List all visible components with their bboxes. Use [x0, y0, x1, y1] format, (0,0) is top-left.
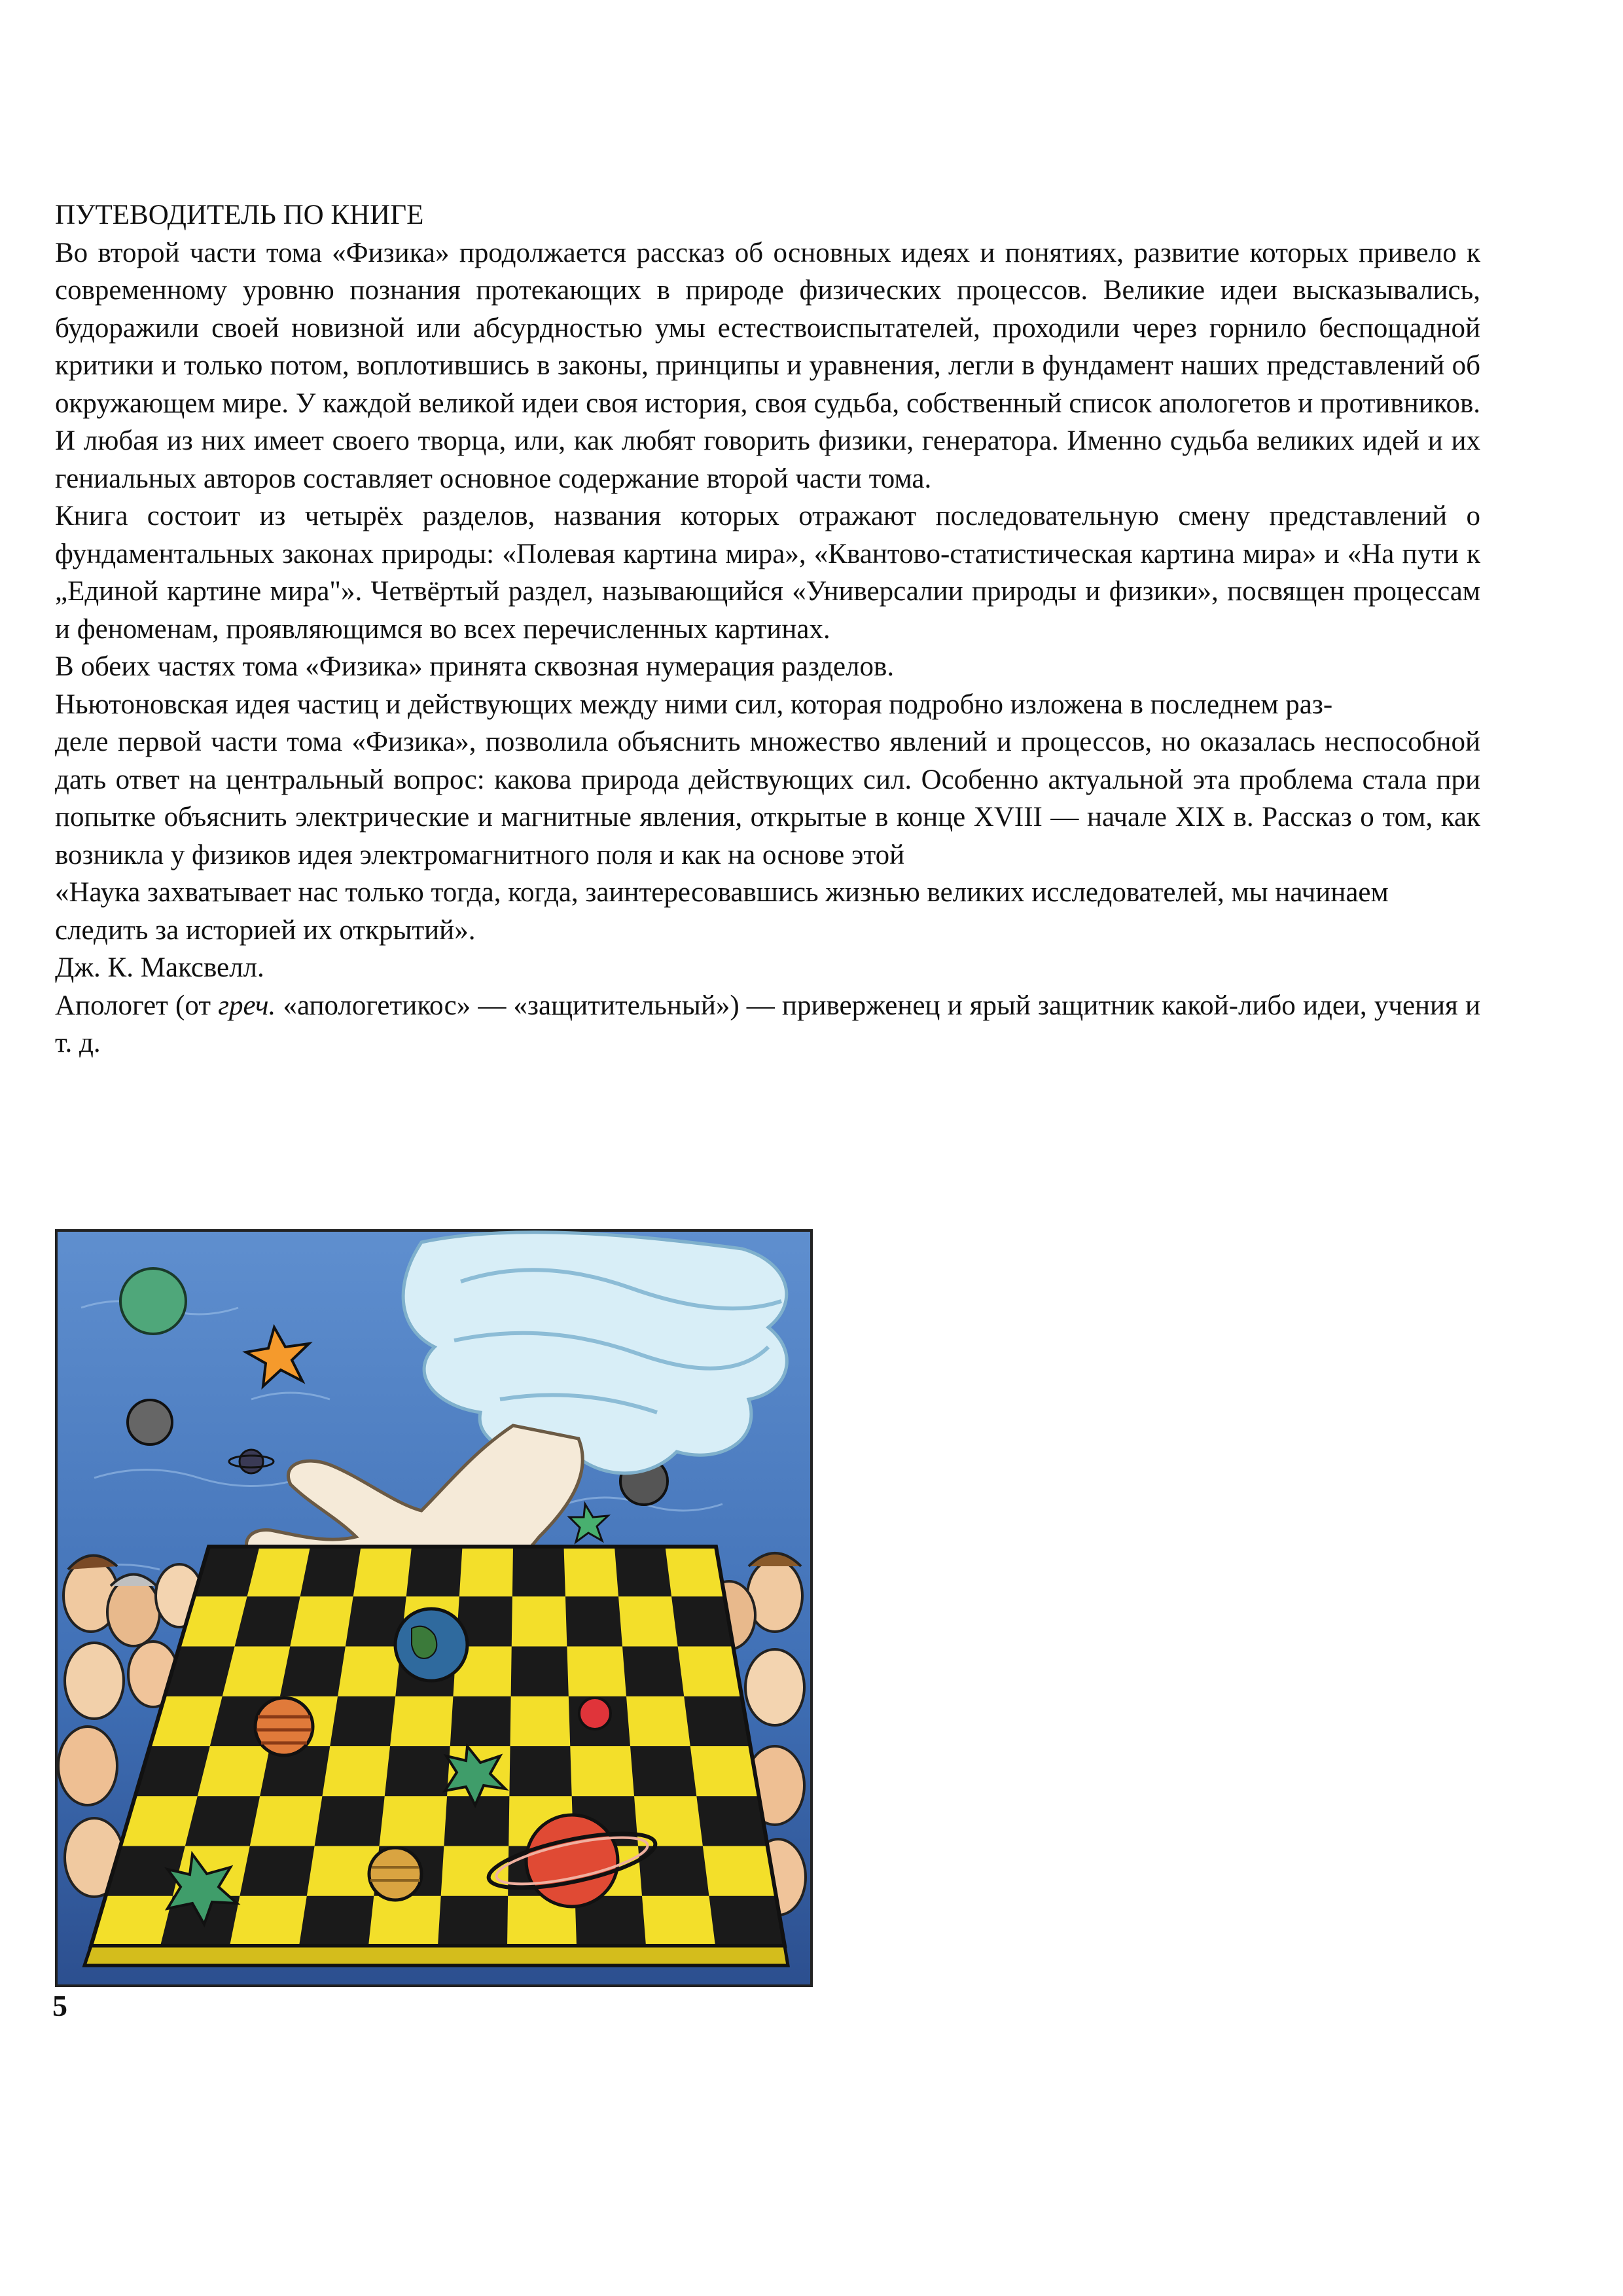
board-square — [300, 1547, 361, 1596]
definition-after: «апологетикос» — «защитительный») — приверженец и ярый защитник какой-либо идеи, учения и т. д. — [55, 990, 1480, 1058]
board-square — [330, 1696, 395, 1746]
paragraph-newton-start: Ньютоновская идея частиц и действующих между ними сил, которая подробно изложена в последнем раз- — [55, 689, 1333, 720]
board-square — [630, 1746, 696, 1796]
page-title: ПУТЕВОДИТЕЛЬ ПО КНИГЕ — [55, 200, 424, 230]
board-square — [406, 1547, 463, 1596]
definition-before: Апологет (от — [55, 990, 219, 1021]
board-square — [615, 1547, 671, 1596]
board-square — [438, 1896, 508, 1946]
grey-planet — [128, 1400, 172, 1444]
jupiter-planet — [255, 1698, 313, 1755]
paragraph-sections: Книга состоит из четырёх разделов, названия которых отражают последовательную смену представлений о фундаментальных законах природы: «Полевая картина мира», «Квантово-статистическая картина мира» и «На пути к „Единой картине мира"». Четвёртый раздел, называющийся «Универсалии природы и физики», посвящен процессам и феноменам, проявляющимся во всех перечисленных картинах. — [55, 501, 1480, 645]
definition-apologet — [55, 987, 1480, 1062]
red-ball — [579, 1698, 611, 1729]
maxwell-quote: «Наука захватывает нас только тогда, когда, заинтересовавшись жизнью великих исследователей, мы начинаем следить за историей их открытий». — [55, 877, 1389, 946]
illustration — [55, 1229, 813, 1987]
board-square — [684, 1696, 750, 1746]
board-square — [240, 1846, 314, 1896]
gold-planet — [369, 1848, 421, 1900]
quote-author: Дж. К. Максвелл. — [55, 952, 264, 983]
board-square — [709, 1896, 785, 1946]
board-square — [450, 1696, 511, 1746]
paragraph-intro: Во второй части тома «Физика» продолжается рассказ об основных идеях и понятиях, развитие которых привело к современному уровню познания протекающих в природе физических процессов. Великие идеи высказывались, будоражили своей новизной или абсурдностью умы естествоиспытателей, проходили через горнило беспощадной критики и только потом, воплотившись в законы, принципы и уравнения, легли в фундамент наших представлений об окружающем мире. У каждой великой идеи своя история, своя судьба, собственный список апологетов и противников. И любая из них имеет своего творца, или, как любят говорить физики, генератора. Именно судьба великих идей и их гениальных авторов составляет основное содержание второй части тома. — [55, 237, 1480, 494]
board-square — [280, 1647, 346, 1696]
board-square — [385, 1746, 450, 1796]
board-square — [299, 1896, 374, 1946]
paragraph-newton-cont: деле первой части тома «Физика», позволила объяснить множество явлений и процессов, но оказалась неспособной дать ответ на центральный вопрос: какова природа действующих сил. Особенно актуальной эта проблема стала при попытке объяснить электрические и магнитные явления, открытые в конце XVIII — начале XIX в. Рассказ о том, как возникла у физиков идея электромагнитного поля и как на основе этой — [55, 726, 1480, 870]
board-square — [509, 1746, 571, 1796]
board-square — [565, 1596, 622, 1646]
board-square — [185, 1796, 260, 1846]
chessboard-cosmos-illustration — [55, 1229, 813, 1987]
text-block — [55, 196, 1480, 1062]
paragraph-numbering: В обеих частях тома «Физика» принята сквозная нумерация разделов. — [55, 651, 895, 682]
board-square — [622, 1647, 684, 1696]
green-planet — [120, 1268, 186, 1334]
board-square — [696, 1796, 767, 1846]
page-number: 5 — [52, 1989, 67, 2022]
board-square — [511, 1647, 569, 1696]
definition-italic: греч. — [218, 990, 276, 1021]
board-square — [315, 1796, 385, 1846]
board-square — [512, 1547, 565, 1596]
